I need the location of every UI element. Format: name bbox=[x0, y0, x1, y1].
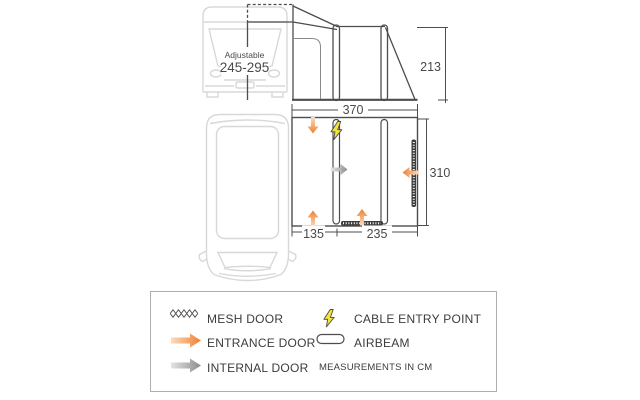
legend-row-airbeam bbox=[316, 333, 410, 353]
legend-label-internal-door: INTERNAL DOOR bbox=[207, 361, 309, 375]
van-top-view bbox=[199, 115, 296, 281]
adjustable-height-label bbox=[220, 47, 270, 75]
legend-row-mesh-door bbox=[170, 309, 283, 329]
awning-plan-view bbox=[292, 117, 419, 227]
depth-dimension-label: 310 bbox=[429, 166, 451, 180]
canopy-dimension-label: 135 bbox=[303, 227, 324, 241]
airbeam-tube-plan-rear bbox=[381, 120, 388, 225]
legend-row-entrance-door bbox=[170, 333, 316, 353]
legend-label-mesh-door: MESH DOOR bbox=[207, 312, 284, 326]
main-dimension-label: 235 bbox=[366, 227, 388, 241]
adjustable-label-text: Adjustable bbox=[224, 50, 265, 60]
legend-box bbox=[150, 291, 497, 392]
side-door-outline bbox=[293, 39, 321, 100]
width-dimension-label: 370 bbox=[342, 103, 364, 117]
adjustable-range-text: 245-295 bbox=[219, 60, 270, 75]
legend-row-internal-door bbox=[170, 358, 308, 378]
depth-dimension bbox=[418, 119, 430, 226]
airbeam-tube-side-rear bbox=[381, 25, 388, 101]
plan-outline bbox=[292, 118, 418, 227]
legend-row-cable-entry bbox=[323, 309, 481, 329]
airbeam-tube-side-front bbox=[333, 25, 340, 101]
legend-label-airbeam: AIRBEAM bbox=[354, 336, 410, 350]
height-dimension-label: 213 bbox=[420, 60, 441, 74]
legend-label-entrance-door: ENTRANCE DOOR bbox=[207, 336, 316, 350]
legend-label-cable-entry: CABLE ENTRY POINT bbox=[354, 312, 482, 326]
measurements-note: MEASUREMENTS IN CM bbox=[319, 362, 433, 373]
awning-side-view bbox=[292, 6, 418, 101]
